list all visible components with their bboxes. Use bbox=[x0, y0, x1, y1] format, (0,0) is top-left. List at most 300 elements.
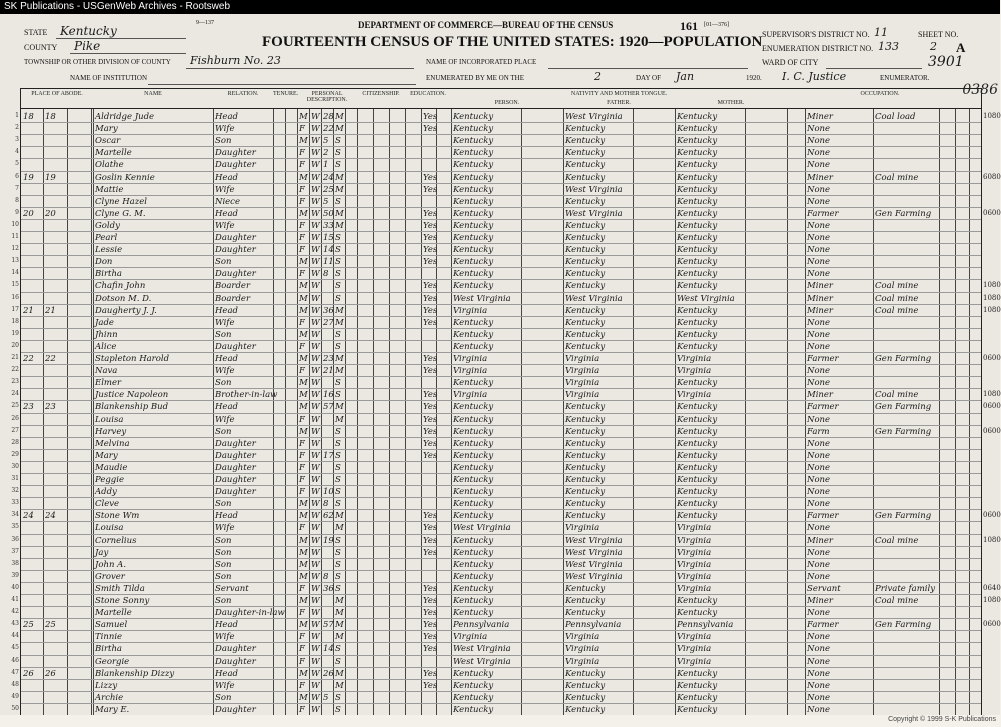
incorporated-label: NAME OF INCORPORATED PLACE bbox=[426, 58, 537, 66]
cell-fpob: Virginia bbox=[565, 366, 600, 377]
cell-age: 14 bbox=[323, 245, 334, 256]
cell-age: 62 bbox=[323, 511, 334, 522]
cell-occ: Miner bbox=[807, 390, 833, 401]
cell-eng: Yes bbox=[423, 354, 438, 364]
cell-occ: None bbox=[807, 547, 831, 558]
cell-ms: M bbox=[335, 366, 344, 377]
cell-pob: Kentucky bbox=[453, 148, 494, 159]
cell-occ: Miner bbox=[807, 293, 833, 304]
sheet-label: SHEET NO. bbox=[918, 30, 959, 39]
cell-name: Blankenship Bud bbox=[95, 402, 169, 413]
occupation-code: 0600 bbox=[983, 402, 1001, 411]
cell-race: W bbox=[311, 208, 320, 219]
line-number: 25 bbox=[11, 402, 19, 410]
cell-fpob: Kentucky bbox=[565, 511, 606, 522]
cell-occ: None bbox=[807, 668, 831, 679]
cell-race: W bbox=[311, 220, 320, 231]
state-label: STATE bbox=[24, 28, 48, 37]
cell-ms: M bbox=[335, 620, 344, 631]
cell-name: Harvey bbox=[95, 426, 127, 437]
col-mother: MOTHER. bbox=[717, 100, 745, 106]
cell-fpob: Kentucky bbox=[565, 305, 606, 316]
cell-ms: M bbox=[335, 511, 344, 522]
cell-pob: Kentucky bbox=[453, 317, 494, 328]
cell-mpob: Virginia bbox=[677, 583, 712, 594]
cell-fpob: West Virginia bbox=[565, 112, 623, 122]
cell-rel: Son bbox=[215, 692, 232, 703]
cell-rel: Daughter bbox=[215, 475, 256, 485]
occupation-code: 6080 bbox=[983, 172, 1001, 181]
cell-ms: M bbox=[335, 354, 344, 364]
cell-race: W bbox=[311, 148, 320, 159]
day-value: 2 bbox=[594, 70, 601, 83]
cell-pob: Virginia bbox=[453, 390, 488, 401]
line-number: 24 bbox=[11, 390, 19, 398]
copyright-notice: Copyright © 1999 S-K Publications bbox=[888, 716, 996, 723]
cell-race: W bbox=[311, 329, 320, 340]
cell-rel: Head bbox=[215, 402, 238, 413]
cell-mpob: Kentucky bbox=[677, 426, 718, 437]
cell-eng: Yes bbox=[423, 511, 438, 522]
cell-age: 57 bbox=[323, 620, 334, 631]
cell-occ: None bbox=[807, 233, 831, 243]
cell-ms: S bbox=[335, 475, 341, 485]
cell-ind: Coal mine bbox=[875, 172, 919, 183]
cell-occ: None bbox=[807, 475, 831, 485]
cell-fpob: West Virginia bbox=[565, 208, 623, 219]
cell-mpob: Kentucky bbox=[677, 668, 718, 679]
cell-occ: Farmer bbox=[807, 208, 839, 219]
cell-name: Nava bbox=[95, 366, 118, 377]
line-number: 23 bbox=[11, 378, 19, 386]
cell-occ: Miner bbox=[807, 112, 833, 122]
cell-fpob: Virginia bbox=[565, 644, 600, 655]
line-number: 1 bbox=[15, 112, 19, 119]
cell-occ: None bbox=[807, 499, 831, 510]
cell-dw: 24 bbox=[23, 511, 34, 522]
cell-ind: Coal mine bbox=[875, 305, 919, 316]
cell-mpob: Kentucky bbox=[677, 692, 718, 703]
cell-race: W bbox=[311, 366, 320, 377]
cell-fpob: Virginia bbox=[565, 523, 600, 534]
cell-rel: Head bbox=[215, 668, 238, 679]
cell-name: Grover bbox=[95, 571, 125, 582]
cell-age: 16 bbox=[323, 390, 334, 401]
cell-rel: Wife bbox=[215, 632, 235, 643]
cell-rel: Boarder bbox=[215, 281, 251, 292]
cell-ms: S bbox=[335, 136, 341, 147]
cell-fpob: Kentucky bbox=[565, 499, 606, 510]
cell-name: Peggie bbox=[95, 475, 124, 485]
cell-mpob: Virginia bbox=[677, 571, 712, 582]
cell-race: W bbox=[311, 317, 320, 328]
cell-rel: Son bbox=[215, 257, 232, 268]
cell-pob: Kentucky bbox=[453, 571, 494, 582]
occupation-code: 0600 bbox=[983, 426, 1001, 435]
form-number: 9—137 bbox=[196, 20, 214, 26]
ward-underline bbox=[826, 68, 922, 69]
cell-rel: Daughter bbox=[215, 160, 256, 171]
cell-pob: Kentucky bbox=[453, 535, 494, 546]
cell-occ: Farm bbox=[807, 426, 830, 437]
cell-pob: Virginia bbox=[453, 305, 488, 316]
line-number: 39 bbox=[11, 571, 19, 579]
cell-ms: S bbox=[335, 281, 341, 292]
cell-fpob: Kentucky bbox=[565, 704, 606, 715]
cell-sex: F bbox=[299, 475, 305, 485]
cell-pob: Kentucky bbox=[453, 112, 494, 122]
cell-pob: Kentucky bbox=[453, 341, 494, 352]
line-number: 11 bbox=[11, 233, 19, 240]
line-number: 37 bbox=[11, 547, 19, 555]
cell-race: W bbox=[311, 475, 320, 485]
cell-fam: 25 bbox=[45, 620, 56, 631]
cell-fpob: Kentucky bbox=[565, 148, 606, 159]
cell-name: Martelle bbox=[95, 148, 132, 159]
cell-fpob: Virginia bbox=[565, 656, 600, 667]
enum-district-label: ENUMERATION DISTRICT NO. bbox=[762, 44, 874, 53]
cell-sex: M bbox=[299, 596, 308, 606]
cell-pob: Kentucky bbox=[453, 160, 494, 171]
cell-ms: M bbox=[335, 317, 344, 328]
cell-ind: Coal mine bbox=[875, 535, 919, 546]
window-title: SK Publications - USGenWeb Archives - Rootsweb bbox=[4, 1, 231, 12]
cell-ms: S bbox=[335, 450, 341, 461]
township-value: Fishburn No. 23 bbox=[190, 54, 281, 67]
line-number: 42 bbox=[11, 608, 19, 616]
cell-ms: M bbox=[335, 220, 344, 231]
cell-rel: Brother-in-law bbox=[215, 390, 278, 401]
cell-eng: Yes bbox=[423, 208, 438, 219]
cell-rel: Wife bbox=[215, 184, 235, 195]
enumerator-name: I. C. Justice bbox=[782, 70, 847, 83]
cell-fpob: Kentucky bbox=[565, 414, 606, 425]
cell-fpob: Kentucky bbox=[565, 426, 606, 437]
cell-race: W bbox=[311, 644, 320, 655]
cell-mpob: Kentucky bbox=[677, 148, 718, 159]
cell-name: Georgie bbox=[95, 656, 130, 667]
cell-rel: Daughter bbox=[215, 438, 256, 449]
cell-sex: M bbox=[299, 390, 308, 401]
line-number: 31 bbox=[11, 475, 19, 482]
cell-dw: 19 bbox=[23, 172, 34, 183]
cell-occ: Miner bbox=[807, 535, 833, 546]
cell-rel: Son bbox=[215, 329, 232, 340]
line-number: 44 bbox=[11, 632, 19, 640]
cell-ms: M bbox=[335, 596, 344, 606]
line-number: 33 bbox=[11, 499, 19, 507]
cell-pob: Kentucky bbox=[453, 329, 494, 340]
cell-name: Chafin John bbox=[95, 281, 146, 292]
cell-sex: F bbox=[299, 184, 305, 195]
cell-ms: S bbox=[335, 196, 341, 207]
cell-mpob: Virginia bbox=[677, 644, 712, 655]
cell-fpob: Kentucky bbox=[565, 269, 606, 280]
cell-mpob: Kentucky bbox=[677, 414, 718, 425]
cell-ms: S bbox=[335, 692, 341, 703]
cell-rel: Daughter bbox=[215, 704, 256, 715]
cell-sex: F bbox=[299, 317, 305, 328]
cell-eng: Yes bbox=[423, 305, 438, 316]
cell-eng: Yes bbox=[423, 668, 438, 679]
cell-ms: S bbox=[335, 656, 341, 667]
line-number: 15 bbox=[11, 281, 19, 289]
page-code: 161 bbox=[680, 19, 698, 33]
cell-ms: M bbox=[335, 305, 344, 316]
cell-sex: F bbox=[299, 704, 305, 715]
cell-rel: Head bbox=[215, 354, 238, 364]
cell-sex: M bbox=[299, 620, 308, 631]
cell-mpob: Virginia bbox=[677, 547, 712, 558]
cell-fpob: Kentucky bbox=[565, 608, 606, 619]
occupation-code: 1080 bbox=[983, 305, 1001, 314]
cell-occ: None bbox=[807, 136, 831, 147]
line-number: 14 bbox=[11, 269, 19, 277]
cell-eng: Yes bbox=[423, 233, 438, 243]
cell-sex: F bbox=[299, 656, 305, 667]
cell-pob: Kentucky bbox=[453, 233, 494, 243]
cell-ms: M bbox=[335, 608, 344, 619]
line-number: 32 bbox=[11, 487, 19, 495]
county-value: Pike bbox=[74, 39, 101, 53]
cell-race: W bbox=[311, 184, 320, 195]
cell-mpob: Kentucky bbox=[677, 196, 718, 207]
cell-name: Maudie bbox=[95, 462, 128, 473]
cell-sex: F bbox=[299, 124, 305, 135]
cell-ms: S bbox=[335, 571, 341, 582]
cell-fpob: Kentucky bbox=[565, 124, 606, 135]
cell-rel: Daughter bbox=[215, 487, 256, 498]
cell-name: Tinnie bbox=[95, 632, 123, 643]
cell-ms: S bbox=[335, 293, 341, 304]
cell-fpob: Kentucky bbox=[565, 402, 606, 413]
line-number: 5 bbox=[15, 160, 19, 168]
cell-fpob: West Virginia bbox=[565, 535, 623, 546]
cell-race: W bbox=[311, 136, 320, 147]
cell-rel: Son bbox=[215, 596, 232, 606]
cell-occ: Miner bbox=[807, 596, 833, 606]
cell-ind: Coal mine bbox=[875, 281, 919, 292]
cell-fpob: Kentucky bbox=[565, 329, 606, 340]
cell-dw: 25 bbox=[23, 620, 34, 631]
enum-district-value: 133 bbox=[878, 40, 899, 53]
cell-pob: Kentucky bbox=[453, 220, 494, 231]
line-number: 9 bbox=[15, 208, 19, 216]
department-heading: DEPARTMENT OF COMMERCE—BUREAU OF THE CENSUS bbox=[358, 20, 614, 30]
cell-age: 8 bbox=[323, 571, 329, 582]
cell-age: 8 bbox=[323, 499, 329, 510]
cell-name: Mattie bbox=[95, 184, 124, 195]
cell-occ: None bbox=[807, 438, 831, 449]
col-father: FATHER. bbox=[607, 100, 631, 106]
cell-ind: Gen Farming bbox=[875, 620, 932, 631]
line-number: 50 bbox=[11, 704, 19, 712]
cell-eng: Yes bbox=[423, 124, 438, 135]
cell-name: Mary bbox=[95, 450, 118, 461]
cell-ind: Gen Farming bbox=[875, 354, 932, 364]
cell-fpob: Kentucky bbox=[565, 438, 606, 449]
cell-race: W bbox=[311, 583, 320, 594]
cell-ms: M bbox=[335, 184, 344, 195]
cell-name: Samuel bbox=[95, 620, 128, 631]
cell-rel: Head bbox=[215, 172, 238, 183]
cell-pob: Kentucky bbox=[453, 414, 494, 425]
cell-occ: None bbox=[807, 523, 831, 534]
cell-age: 33 bbox=[323, 220, 334, 231]
cell-occ: Miner bbox=[807, 172, 833, 183]
cell-eng: Yes bbox=[423, 366, 438, 377]
cell-rel: Wife bbox=[215, 523, 235, 534]
cell-sex: M bbox=[299, 281, 308, 292]
cell-fpob: Kentucky bbox=[565, 196, 606, 207]
cell-name: Martelle bbox=[95, 608, 132, 619]
cell-race: W bbox=[311, 233, 320, 243]
cell-sex: F bbox=[299, 196, 305, 207]
cell-mpob: West Virginia bbox=[677, 293, 735, 304]
cell-mpob: Virginia bbox=[677, 656, 712, 667]
cell-age: 8 bbox=[323, 269, 329, 280]
cell-sex: M bbox=[299, 499, 308, 510]
cell-ms: M bbox=[335, 172, 344, 183]
cell-eng: Yes bbox=[423, 402, 438, 413]
cell-occ: Farmer bbox=[807, 620, 839, 631]
cell-name: Elmer bbox=[95, 378, 122, 389]
cell-name: Louisa bbox=[95, 414, 124, 425]
cell-mpob: Kentucky bbox=[677, 341, 718, 352]
cell-rel: Daughter bbox=[215, 269, 256, 280]
cell-sex: F bbox=[299, 220, 305, 231]
ward-label: WARD OF CITY bbox=[762, 58, 819, 67]
cell-name: Olathe bbox=[95, 160, 124, 171]
cell-pob: Kentucky bbox=[453, 269, 494, 280]
cell-mpob: Kentucky bbox=[677, 608, 718, 619]
cell-occ: None bbox=[807, 317, 831, 328]
cell-age: 25 bbox=[323, 184, 334, 195]
cell-ms: S bbox=[335, 390, 341, 401]
cell-occ: None bbox=[807, 487, 831, 498]
cell-race: W bbox=[311, 608, 320, 619]
cell-fpob: Virginia bbox=[565, 354, 600, 364]
cell-fam: 22 bbox=[45, 354, 56, 364]
cell-pob: Kentucky bbox=[453, 281, 494, 292]
cell-sex: F bbox=[299, 487, 305, 498]
cell-rel: Son bbox=[215, 559, 232, 570]
cell-race: W bbox=[311, 523, 320, 534]
cell-sex: M bbox=[299, 571, 308, 582]
cell-age: 5 bbox=[323, 196, 329, 207]
cell-rel: Daughter bbox=[215, 462, 256, 473]
cell-ms: M bbox=[335, 668, 344, 679]
cell-pob: Virginia bbox=[453, 366, 488, 377]
cell-rel: Wife bbox=[215, 414, 235, 425]
cell-ms: S bbox=[335, 233, 341, 243]
cell-occ: None bbox=[807, 632, 831, 643]
cell-pob: Kentucky bbox=[453, 438, 494, 449]
cell-rel: Niece bbox=[215, 196, 240, 207]
cell-name: Birtha bbox=[95, 644, 122, 655]
cell-mpob: Kentucky bbox=[677, 499, 718, 510]
footer bbox=[0, 715, 1000, 727]
col-citizenship: CITIZENSHIP. bbox=[362, 91, 400, 97]
cell-rel: Daughter bbox=[215, 656, 256, 667]
col-tenure: TENURE. bbox=[273, 91, 299, 97]
cell-name: Cleve bbox=[95, 499, 120, 510]
cell-ms: S bbox=[335, 245, 341, 256]
cell-race: W bbox=[311, 378, 320, 389]
cell-occ: None bbox=[807, 196, 831, 207]
cell-rel: Wife bbox=[215, 680, 235, 691]
cell-ms: S bbox=[335, 704, 341, 715]
cell-rel: Daughter bbox=[215, 148, 256, 159]
cell-eng: Yes bbox=[423, 414, 438, 425]
cell-occ: Farmer bbox=[807, 354, 839, 364]
cell-ms: M bbox=[335, 632, 344, 643]
cell-race: W bbox=[311, 487, 320, 498]
cell-name: Jay bbox=[95, 547, 109, 558]
cell-eng: Yes bbox=[423, 245, 438, 256]
col-name: NAME bbox=[144, 91, 162, 97]
cell-pob: Kentucky bbox=[453, 475, 494, 485]
cell-ms: M bbox=[335, 112, 344, 122]
cell-eng: Yes bbox=[423, 523, 438, 534]
cell-sex: M bbox=[299, 426, 308, 437]
cell-name: Archie bbox=[95, 692, 124, 703]
cell-occ: Miner bbox=[807, 281, 833, 292]
census-grid bbox=[11, 108, 1001, 716]
cell-ind: Gen Farming bbox=[875, 208, 932, 219]
cell-fpob: Kentucky bbox=[565, 596, 606, 606]
line-number: 13 bbox=[11, 257, 19, 265]
occupation-code: 1080 bbox=[983, 112, 1001, 120]
cell-eng: Yes bbox=[423, 184, 438, 195]
corner-number: 3901 bbox=[928, 54, 964, 70]
cell-eng: Yes bbox=[423, 112, 438, 122]
cell-rel: Daughter bbox=[215, 233, 256, 243]
cell-age: 11 bbox=[323, 257, 334, 268]
cell-fpob: Kentucky bbox=[565, 220, 606, 231]
cell-pob: Kentucky bbox=[453, 668, 494, 679]
cell-rel: Head bbox=[215, 620, 238, 631]
cell-mpob: Kentucky bbox=[677, 112, 718, 122]
cell-rel: Daughter bbox=[215, 245, 256, 256]
cell-occ: None bbox=[807, 257, 831, 268]
cell-fpob: Kentucky bbox=[565, 450, 606, 461]
line-number: 20 bbox=[11, 341, 19, 349]
cell-sex: F bbox=[299, 644, 305, 655]
cell-age: 21 bbox=[323, 366, 334, 377]
cell-name: Lizzy bbox=[95, 680, 118, 691]
cell-pob: West Virginia bbox=[453, 656, 511, 667]
cell-eng: Yes bbox=[423, 583, 438, 594]
institution-label: NAME OF INSTITUTION bbox=[70, 74, 147, 82]
cell-mpob: Kentucky bbox=[677, 704, 718, 715]
cell-sex: M bbox=[299, 535, 308, 546]
line-number: 6 bbox=[15, 172, 19, 180]
cell-race: W bbox=[311, 438, 320, 449]
cell-name: Blankenship Dizzy bbox=[95, 668, 175, 679]
cell-fpob: Kentucky bbox=[565, 160, 606, 171]
line-number: 8 bbox=[15, 196, 19, 204]
cell-sex: F bbox=[299, 245, 305, 256]
cell-name: Goldy bbox=[95, 220, 120, 231]
line-number: 16 bbox=[11, 293, 19, 301]
cell-pob: Kentucky bbox=[453, 402, 494, 413]
cell-pob: Kentucky bbox=[453, 487, 494, 498]
cell-sex: F bbox=[299, 366, 305, 377]
cell-mpob: Kentucky bbox=[677, 245, 718, 256]
cell-mpob: Kentucky bbox=[677, 475, 718, 485]
cell-ms: S bbox=[335, 438, 341, 449]
